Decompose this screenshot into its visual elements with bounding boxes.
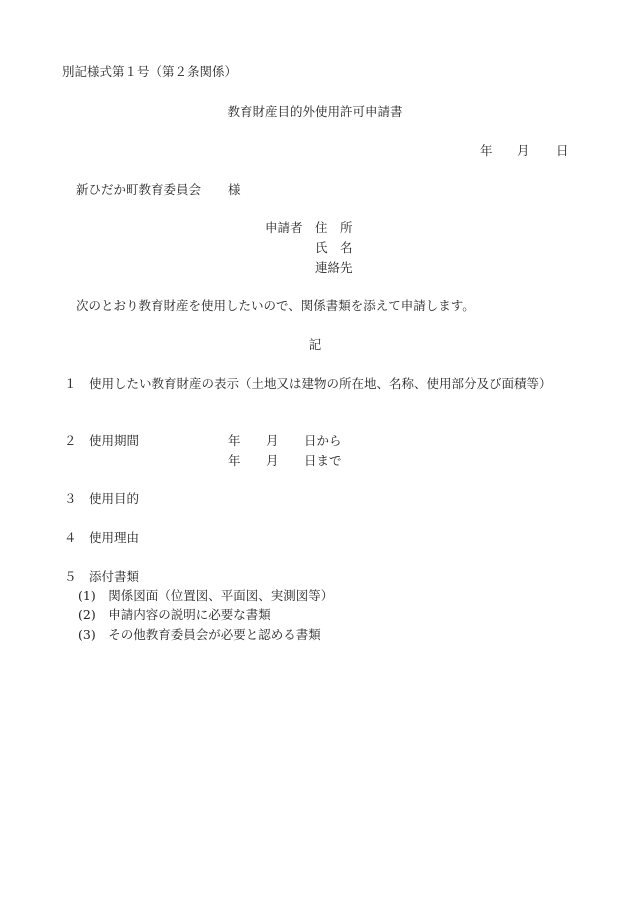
applicant-label: 申請者	[265, 220, 303, 235]
item-property-label: 使用したい教育財産の表示（土地又は建物の所在地、名称、使用部分及び面積等）	[89, 376, 552, 391]
period-to-year-label: 年	[228, 453, 241, 468]
applicant-name-label: 氏 名	[315, 240, 353, 255]
item-number: ２	[64, 433, 77, 448]
attachment-list-item: (2) 申請内容の説明に必要な書類	[78, 607, 271, 622]
period-from-year-label: 年	[228, 433, 241, 448]
item-attachments-label: 添付書類	[89, 569, 140, 584]
form-number: 別記様式第１号（第２条関係）	[62, 64, 238, 79]
attachment-list-item: (1) 関係図面（位置図、平面図、実測図等）	[78, 588, 334, 603]
intro-text: 次のとおり教育財産を使用したいので、関係書類を添えて申請します。	[76, 298, 475, 313]
item-number: １	[64, 376, 77, 391]
item-period-label: 使用期間	[89, 433, 140, 448]
period-to-day-label: 日まで	[304, 453, 342, 468]
item-number: ４	[64, 530, 77, 545]
applicant-address-label: 住 所	[315, 220, 353, 235]
document-title: 教育財産目的外使用許可申請書	[227, 104, 403, 119]
item-reason-label: 使用理由	[89, 530, 140, 545]
period-to-month-label: 月	[266, 453, 279, 468]
addressee-name: 新ひだか町教育委員会	[76, 182, 202, 197]
attachment-list-item: (3) その他教育委員会が必要と認める書類	[78, 627, 321, 642]
item-number: ３	[64, 491, 77, 506]
date-month-label: 月	[517, 143, 530, 158]
item-number: ５	[64, 569, 77, 584]
ki-heading: 記	[308, 337, 322, 352]
date-year-label: 年	[480, 143, 493, 158]
applicant-contact-label: 連絡先	[315, 260, 353, 275]
item-purpose-label: 使用目的	[89, 491, 140, 506]
date-day-label: 日	[556, 143, 569, 158]
period-from-month-label: 月	[266, 433, 279, 448]
period-from-day-label: 日から	[304, 433, 342, 448]
addressee-honorific: 様	[228, 182, 241, 197]
